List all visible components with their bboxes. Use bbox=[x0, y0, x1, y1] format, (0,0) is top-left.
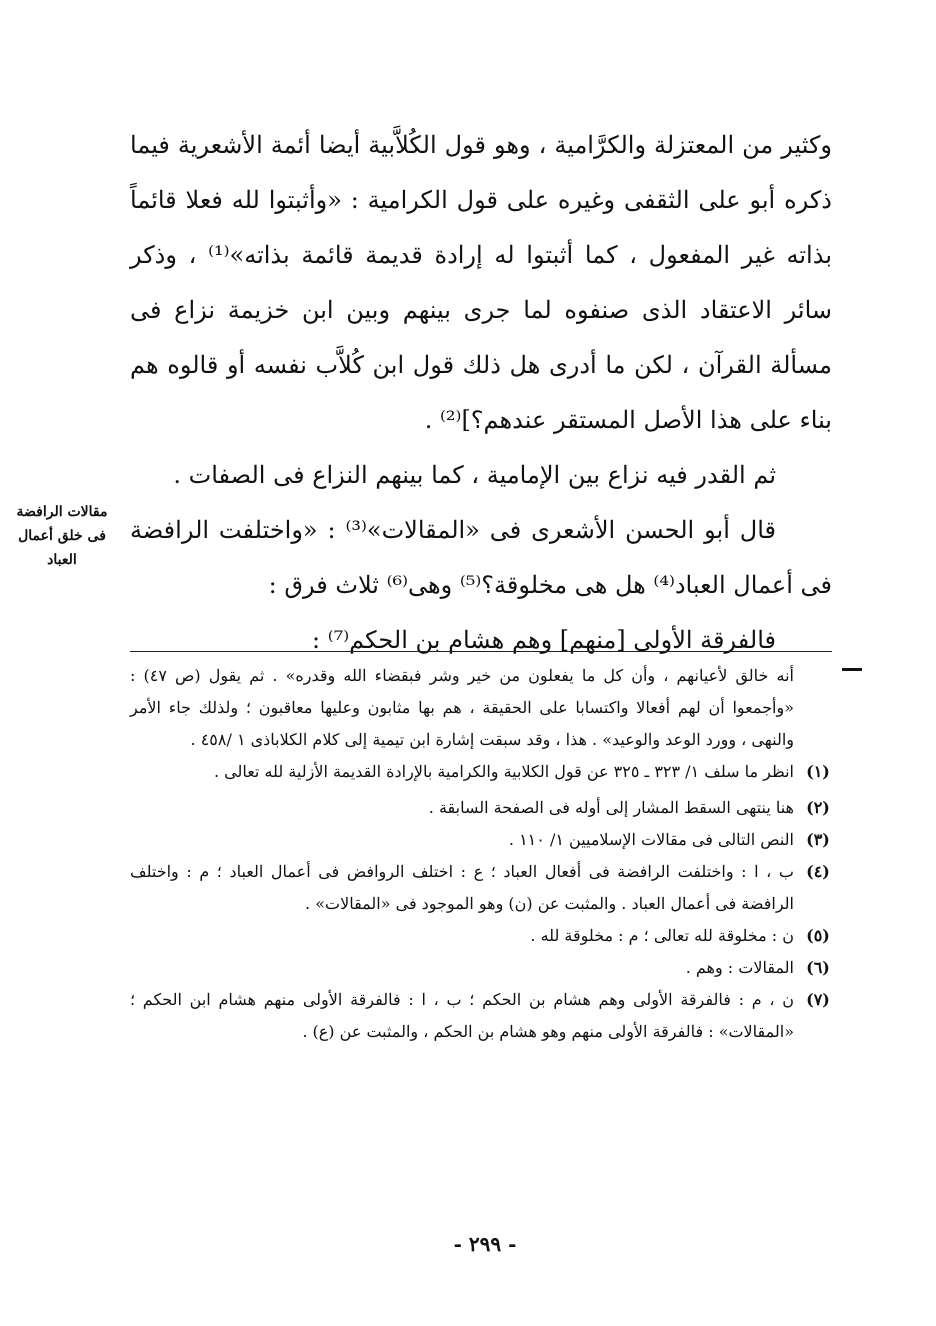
footnote bbox=[130, 952, 842, 984]
footnote-text: انظر ما سلف ١/ ٣٢٣ ـ ٣٢٥ عن قول الكلابية والكرامية بالإرادة القديمة الأزلية لله تعالى . bbox=[213, 762, 794, 781]
footnote-number: (٦) bbox=[806, 958, 830, 977]
footnote-text: ن ، م : فالفرقة الأولى وهم هشام بن الحكم ؛ ب ، ا : فالفرقة الأولى منهم هشام ابن الحكم ؛ «المقالات» : فالفرقة الأولى منهم وهو هشام بن الحكم ، والمثبت عن (ع) . bbox=[130, 990, 794, 1041]
footnote-text: أنه خالق لأعيانهم ، وأن كل ما يفعلون من خير وشر فبقضاء الله وقدره» . ثم يقول (ص ٤٧) : «وأجمعوا أن لهم أفعالا واكتسابا على الحقيقة ، هم بها مثابون وعليها معاقبون ؛ ولذلك جاء الأمر والنهى ، وورد الوعد والوعيد» . هذا ، وقد سبقت إشارة ابن تيمية إلى كلام الكلاباذى ١ /٤٥٨ . bbox=[130, 666, 794, 749]
footnote bbox=[130, 920, 842, 952]
main-text bbox=[130, 118, 832, 668]
margin-note-line: العباد bbox=[47, 552, 77, 568]
paragraph-2: ثم القدر فيه نزاع بين الإمامية ، كما بينهم النزاع فى الصفات . bbox=[173, 461, 776, 489]
footnote bbox=[130, 856, 842, 920]
footnote-continuation bbox=[130, 660, 842, 756]
footnote-number: (٧) bbox=[806, 990, 830, 1009]
footnote-number: (٥) bbox=[806, 926, 830, 945]
footnote-number: (٣) bbox=[806, 830, 830, 849]
page-number: - ٢٩٩ - bbox=[453, 1232, 517, 1256]
margin-note bbox=[8, 500, 116, 572]
footnote-text: ن : مخلوقة لله تعالى ؛ م : مخلوقة لله . bbox=[530, 926, 794, 945]
footnote bbox=[130, 792, 842, 824]
footnote bbox=[130, 824, 842, 856]
footnote-number: (٤) bbox=[806, 862, 830, 881]
paragraph-3: قال أبو الحسن الأشعرى فى «المقالات»⁽³⁾ : «واختلفت الرافضة فى أعمال العباد⁽⁴⁾ هل هى مخلوقة؟⁽⁵⁾ وهى⁽⁶⁾ ثلاث فرق : bbox=[130, 516, 832, 599]
footnote-number: (٢) bbox=[806, 798, 830, 817]
footnote bbox=[130, 984, 842, 1048]
footnote bbox=[130, 756, 842, 788]
footnote-text: هنا ينتهى السقط المشار إلى أوله فى الصفحة السابقة . bbox=[428, 798, 794, 817]
footnote-text: المقالات : وهم . bbox=[685, 958, 794, 977]
footnote-separator bbox=[130, 651, 832, 652]
paragraph-4: فالفرقة الأولى [منهم] وهم هشام بن الحكم⁽⁷⁾ : bbox=[312, 626, 776, 654]
continuation-dash bbox=[842, 668, 862, 671]
footnotes bbox=[130, 660, 842, 1048]
margin-note-line: فى خلق أعمال bbox=[18, 528, 106, 544]
footnote-number: (١) bbox=[806, 762, 830, 781]
footnote-text: النص التالى فى مقالات الإسلاميين ١/ ١١٠ . bbox=[508, 830, 794, 849]
footnote-text: ب ، ا : واختلفت الرافضة فى أفعال العباد ؛ ع : اختلف الروافض فى أعمال العباد ؛ م : واختلف الرافضة فى أعمال العباد . والمثبت عن (ن) وهو الموجود فى «المقالات» . bbox=[130, 862, 794, 913]
margin-note-line: مقالات الرافضة bbox=[16, 504, 108, 520]
paragraph-1: وكثير من المعتزلة والكرَّامية ، وهو قول الكُلاَّبية أيضا أئمة الأشعرية فيما ذكره أبو على الثقفى وغيره على قول الكرامية : «وأثبتوا لله فعلا قائماً بذاته غير المفعول ، كما أثبتوا له إرادة قديمة قائمة بذاته»⁽¹⁾ ، وذكر سائر الاعتقاد الذى صنفوه لما جرى بينهم وبين ابن خزيمة نزاع فى مسألة القرآن ، لكن ما أدرى هل ذلك قول ابن كُلاَّب نفسه أو قالوه هم بناء على هذا الأصل المستقر عندهم؟]⁽²⁾ . bbox=[130, 131, 833, 434]
